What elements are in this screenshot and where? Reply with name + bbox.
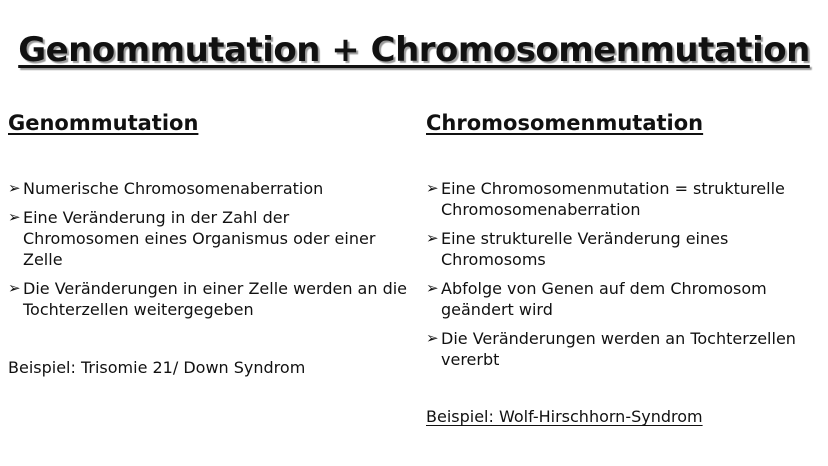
genommutation-heading: Genommutation bbox=[8, 111, 199, 135]
bullet-text: Die Veränderungen werden an Tochterzellen vererbt bbox=[441, 329, 796, 369]
list-item bbox=[8, 178, 408, 199]
list-item bbox=[426, 178, 822, 220]
list-item bbox=[8, 207, 408, 270]
arrowhead-right-icon: ➢ bbox=[8, 179, 21, 197]
bullet-text: Eine strukturelle Veränderung eines Chromosoms bbox=[441, 229, 729, 269]
chromosomenmutation-bullet-list bbox=[426, 178, 822, 378]
bullet-text: Die Veränderungen in einer Zelle werden an die Tochterzellen weitergegeben bbox=[23, 279, 408, 319]
arrowhead-right-icon: ➢ bbox=[426, 179, 439, 197]
genommutation-example: Beispiel: Trisomie 21/ Down Syndrom bbox=[8, 358, 306, 377]
arrowhead-right-icon: ➢ bbox=[8, 279, 21, 297]
chromosomenmutation-column bbox=[426, 110, 822, 426]
arrowhead-right-icon: ➢ bbox=[8, 208, 21, 226]
bullet-text: Eine Veränderung in der Zahl der Chromosomen eines Organismus oder einer Zelle bbox=[23, 208, 376, 269]
arrowhead-right-icon: ➢ bbox=[426, 279, 439, 297]
chromosomenmutation-heading: Chromosomenmutation bbox=[426, 111, 704, 135]
genommutation-bullet-list bbox=[8, 178, 408, 328]
arrowhead-right-icon: ➢ bbox=[426, 329, 439, 347]
list-item bbox=[426, 278, 822, 320]
list-item bbox=[426, 328, 822, 370]
bullet-text: Eine Chromosomenmutation = strukturelle Chromosomenaberration bbox=[441, 179, 785, 219]
arrowhead-right-icon: ➢ bbox=[426, 229, 439, 247]
list-item bbox=[426, 228, 822, 270]
page-title: Genommutation + Chromosomenmutation bbox=[18, 30, 810, 70]
bullet-text: Abfolge von Genen auf dem Chromosom geändert wird bbox=[441, 279, 767, 319]
genommutation-column bbox=[8, 110, 408, 377]
bullet-text: Numerische Chromosomenaberration bbox=[23, 179, 324, 198]
list-item bbox=[8, 278, 408, 320]
chromosomenmutation-example: Beispiel: Wolf-Hirschhorn-Syndrom bbox=[426, 407, 703, 426]
